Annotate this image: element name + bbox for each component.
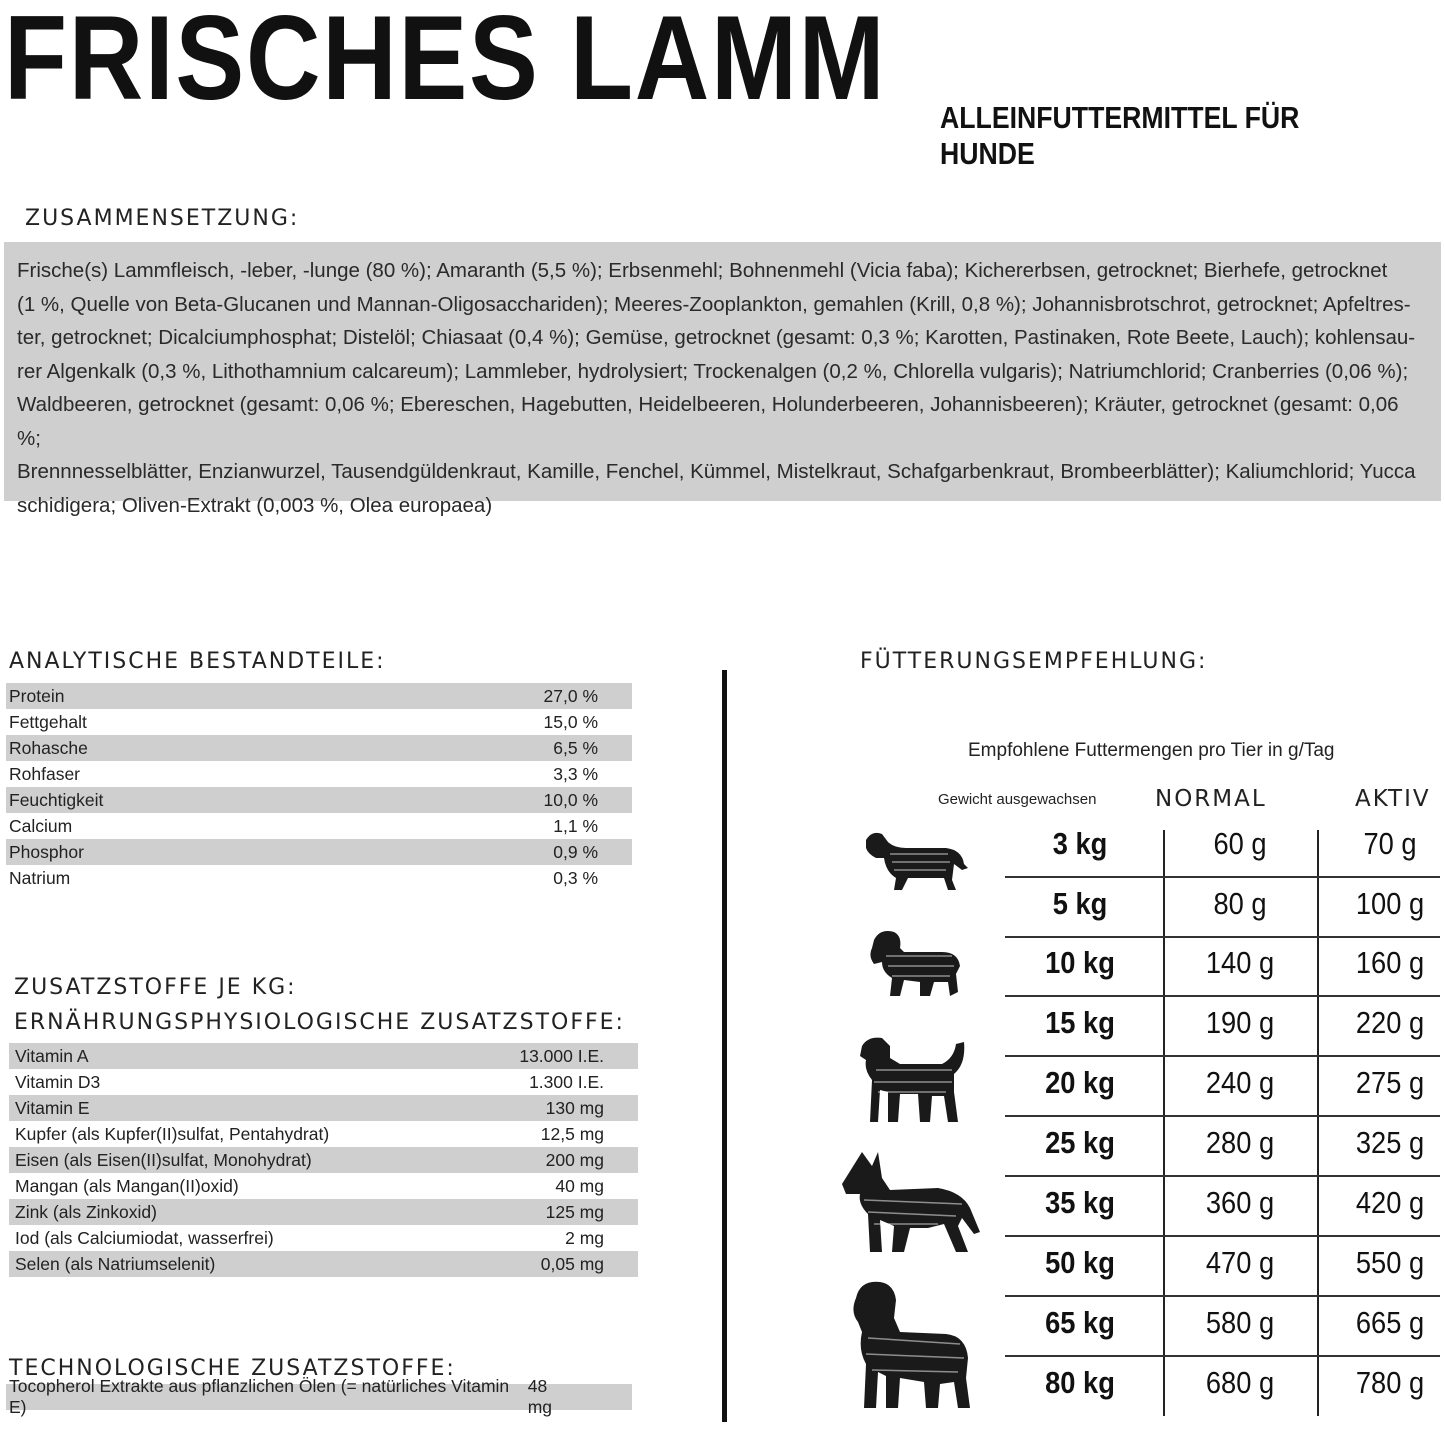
feeding-row bbox=[1005, 818, 1440, 878]
composition-text bbox=[17, 254, 1427, 522]
normal-cell: 280 g bbox=[1205, 1125, 1275, 1160]
composition-line: Brennnesselblätter, Enzianwurzel, Tausendgüldenkraut, Kamille, Fenchel, Kümmel, Mistelkraut, Schafgarbenkraut, Brombeerblätter); Kaliumchlorid; Yucca bbox=[17, 460, 1416, 483]
row-value: 125 mg bbox=[545, 1201, 604, 1222]
product-title: FRISCHES LAMM bbox=[4, 0, 887, 125]
weight-column-label: Gewicht ausgewachsen bbox=[938, 791, 1097, 808]
aktiv-column-label: AKTIV bbox=[1355, 786, 1431, 812]
feeding-heading: FÜTTERUNGSEMPFEHLUNG: bbox=[860, 649, 1208, 674]
additives-table bbox=[9, 1043, 638, 1277]
row-label: Feuchtigkeit bbox=[9, 789, 104, 810]
weight-cell: 25 kg bbox=[1045, 1125, 1115, 1160]
row-label: Fettgehalt bbox=[9, 711, 87, 732]
aktiv-cell: 325 g bbox=[1355, 1125, 1425, 1160]
row-label: Rohasche bbox=[9, 737, 88, 758]
aktiv-cell: 70 g bbox=[1363, 826, 1417, 861]
row-value: 2 mg bbox=[565, 1227, 604, 1248]
feeding-row bbox=[1005, 1057, 1440, 1117]
normal-cell: 680 g bbox=[1205, 1365, 1275, 1400]
table-row bbox=[6, 1376, 632, 1417]
aktiv-cell: 420 g bbox=[1355, 1185, 1425, 1220]
row-label: Selen (als Natriumselenit) bbox=[15, 1253, 216, 1274]
technological-table bbox=[6, 1376, 632, 1417]
weight-cell: 65 kg bbox=[1045, 1305, 1115, 1340]
row-value: 48 mg bbox=[527, 1376, 553, 1417]
weight-cell: 50 kg bbox=[1045, 1245, 1115, 1280]
table-row bbox=[6, 735, 632, 761]
normal-cell: 60 g bbox=[1213, 826, 1267, 861]
feeding-row bbox=[1005, 997, 1440, 1057]
row-label: Eisen (als Eisen(II)sulfat, Monohydrat) bbox=[15, 1149, 312, 1170]
normal-cell: 190 g bbox=[1205, 1005, 1275, 1040]
row-value: 15,0 % bbox=[543, 711, 598, 732]
row-value: 0,05 mg bbox=[540, 1253, 604, 1274]
normal-cell: 240 g bbox=[1205, 1065, 1275, 1100]
aktiv-cell: 780 g bbox=[1355, 1365, 1425, 1400]
table-row bbox=[9, 1095, 638, 1121]
weight-cell: 5 kg bbox=[1052, 886, 1108, 921]
row-label: Rohfaser bbox=[9, 763, 81, 784]
composition-line: rer Algenkalk (0,3 %, Lithothamnium calcareum); Lammleber, hydrolysiert; Trockenalgen (0,2 %, Chlorella vulgaris); Natriumchlorid; Cranberries (0,06 %); bbox=[17, 359, 1409, 383]
row-value: 13.000 I.E. bbox=[519, 1045, 604, 1066]
aktiv-cell: 665 g bbox=[1355, 1305, 1425, 1340]
dachshund-icon bbox=[858, 828, 970, 896]
row-value: 130 mg bbox=[545, 1097, 604, 1118]
normal-cell: 360 g bbox=[1205, 1185, 1275, 1220]
table-row bbox=[9, 1121, 638, 1147]
composition-line: ter, getrocknet; Dicalciumphosphat; Distelöl; Chiasaat (0,4 %); Gemüse, getrocknet (gesamt: 0,3 %; Karotten, Pastinaken, Rote Beete, Lauch); kohlensau- bbox=[17, 326, 1416, 349]
shepherd-icon bbox=[838, 1148, 984, 1258]
row-value: 10,0 % bbox=[543, 789, 598, 810]
aktiv-cell: 275 g bbox=[1355, 1065, 1425, 1100]
technological-heading: TECHNOLOGISCHE ZUSATZSTOFFE: bbox=[9, 1356, 456, 1381]
weight-cell: 80 kg bbox=[1045, 1365, 1115, 1400]
table-row bbox=[6, 813, 632, 839]
mastiff-icon bbox=[848, 1278, 976, 1412]
additives-heading: ZUSATZSTOFFE JE KG: bbox=[14, 975, 297, 1000]
feeding-row bbox=[1005, 1237, 1440, 1297]
table-row bbox=[9, 1043, 638, 1069]
row-label: Kupfer (als Kupfer(II)sulfat, Pentahydrat) bbox=[15, 1123, 330, 1144]
composition-line: Frische(s) Lammfleisch, -leber, -lunge (80 %); Amaranth (5,5 %); Erbsenmehl; Bohnenmehl (Vicia faba); Kichererbsen, getrocknet; Bierhefe, getrocknet bbox=[17, 259, 1388, 282]
table-row bbox=[9, 1069, 638, 1095]
row-label: Tocopherol Extrakte aus pflanzlichen Ölen (= natürliches Vitamin E) bbox=[9, 1376, 510, 1417]
table-row bbox=[6, 865, 632, 891]
row-value: 3,3 % bbox=[553, 763, 598, 784]
aktiv-cell: 550 g bbox=[1355, 1245, 1425, 1280]
normal-cell: 80 g bbox=[1213, 886, 1267, 921]
analytics-table bbox=[6, 683, 632, 891]
row-value: 0,3 % bbox=[553, 867, 598, 888]
composition-heading: ZUSAMMENSETZUNG: bbox=[25, 206, 300, 231]
aktiv-cell: 160 g bbox=[1355, 945, 1425, 980]
table-row bbox=[9, 1147, 638, 1173]
weight-cell: 15 kg bbox=[1045, 1005, 1115, 1040]
row-value: 6,5 % bbox=[553, 737, 598, 758]
row-label: Mangan (als Mangan(II)oxid) bbox=[15, 1175, 239, 1196]
row-value: 27,0 % bbox=[543, 685, 598, 706]
row-label: Zink (als Zinkoxid) bbox=[15, 1201, 157, 1222]
row-label: Vitamin A bbox=[15, 1045, 89, 1066]
feeding-row bbox=[1005, 1357, 1440, 1417]
weight-cell: 35 kg bbox=[1045, 1185, 1115, 1220]
feeding-row bbox=[1005, 1297, 1440, 1357]
table-row bbox=[9, 1199, 638, 1225]
feeding-subtitle: Empfohlene Futtermengen pro Tier in g/Tag bbox=[968, 740, 1335, 761]
weight-cell: 10 kg bbox=[1045, 945, 1115, 980]
row-label: Phosphor bbox=[9, 841, 84, 862]
normal-cell: 470 g bbox=[1205, 1245, 1275, 1280]
row-value: 1.300 I.E. bbox=[529, 1071, 604, 1092]
weight-cell: 3 kg bbox=[1052, 826, 1108, 861]
normal-column-label: NORMAL bbox=[1155, 786, 1267, 812]
table-row bbox=[9, 1251, 638, 1277]
row-value: 200 mg bbox=[545, 1149, 604, 1170]
table-row bbox=[6, 709, 632, 735]
feeding-row bbox=[1005, 1117, 1440, 1177]
row-value: 0,9 % bbox=[553, 841, 598, 862]
weight-cell: 20 kg bbox=[1045, 1065, 1115, 1100]
row-label: Vitamin E bbox=[15, 1097, 90, 1118]
row-label: Calcium bbox=[9, 815, 73, 836]
row-value: 1,1 % bbox=[553, 815, 598, 836]
aktiv-cell: 100 g bbox=[1355, 886, 1425, 921]
composition-line: (1 %, Quelle von Beta-Glucanen und Mannan-Oligosacchariden); Meeres-Zooplankton, gemahlen (Krill, 0,8 %); Johannisbrotschrot, getrocknet; Apfeltres- bbox=[17, 292, 1411, 316]
row-label: Iod (als Calciumiodat, wasserfrei) bbox=[15, 1227, 274, 1248]
table-row bbox=[6, 787, 632, 813]
table-row bbox=[6, 683, 632, 709]
row-label: Natrium bbox=[9, 867, 71, 888]
aktiv-cell: 220 g bbox=[1355, 1005, 1425, 1040]
spaniel-icon bbox=[864, 926, 964, 1002]
composition-line: Waldbeeren, getrocknet (gesamt: 0,06 %; Ebereschen, Hagebutten, Heidelbeeren, Holunderbeeren, Johannisbeeren); Kräuter, getrocknet (gesamt: 0,06 %; bbox=[17, 393, 1399, 450]
feeding-row bbox=[1005, 937, 1440, 997]
terrier-icon bbox=[856, 1034, 968, 1126]
table-row bbox=[9, 1173, 638, 1199]
feeding-row bbox=[1005, 1177, 1440, 1237]
product-subtitle: ALLEINFUTTERMITTEL FÜR HUNDE bbox=[940, 100, 1300, 171]
row-value: 40 mg bbox=[555, 1175, 604, 1196]
row-label: Vitamin D3 bbox=[15, 1071, 101, 1092]
row-label: Protein bbox=[9, 685, 65, 706]
analytics-heading: ANALYTISCHE BESTANDTEILE: bbox=[9, 649, 386, 674]
normal-cell: 140 g bbox=[1205, 945, 1275, 980]
table-row bbox=[6, 761, 632, 787]
table-row bbox=[9, 1225, 638, 1251]
row-value: 12,5 mg bbox=[540, 1123, 604, 1144]
composition-line: schidigera; Oliven-Extrakt (0,003 %, Olea europaea) bbox=[17, 493, 493, 517]
feeding-row bbox=[1005, 878, 1440, 938]
column-divider bbox=[722, 670, 727, 1422]
normal-cell: 580 g bbox=[1205, 1305, 1275, 1340]
nutritional-additives-heading: ERNÄHRUNGSPHYSIOLOGISCHE ZUSATZSTOFFE: bbox=[14, 1010, 625, 1035]
table-row bbox=[6, 839, 632, 865]
